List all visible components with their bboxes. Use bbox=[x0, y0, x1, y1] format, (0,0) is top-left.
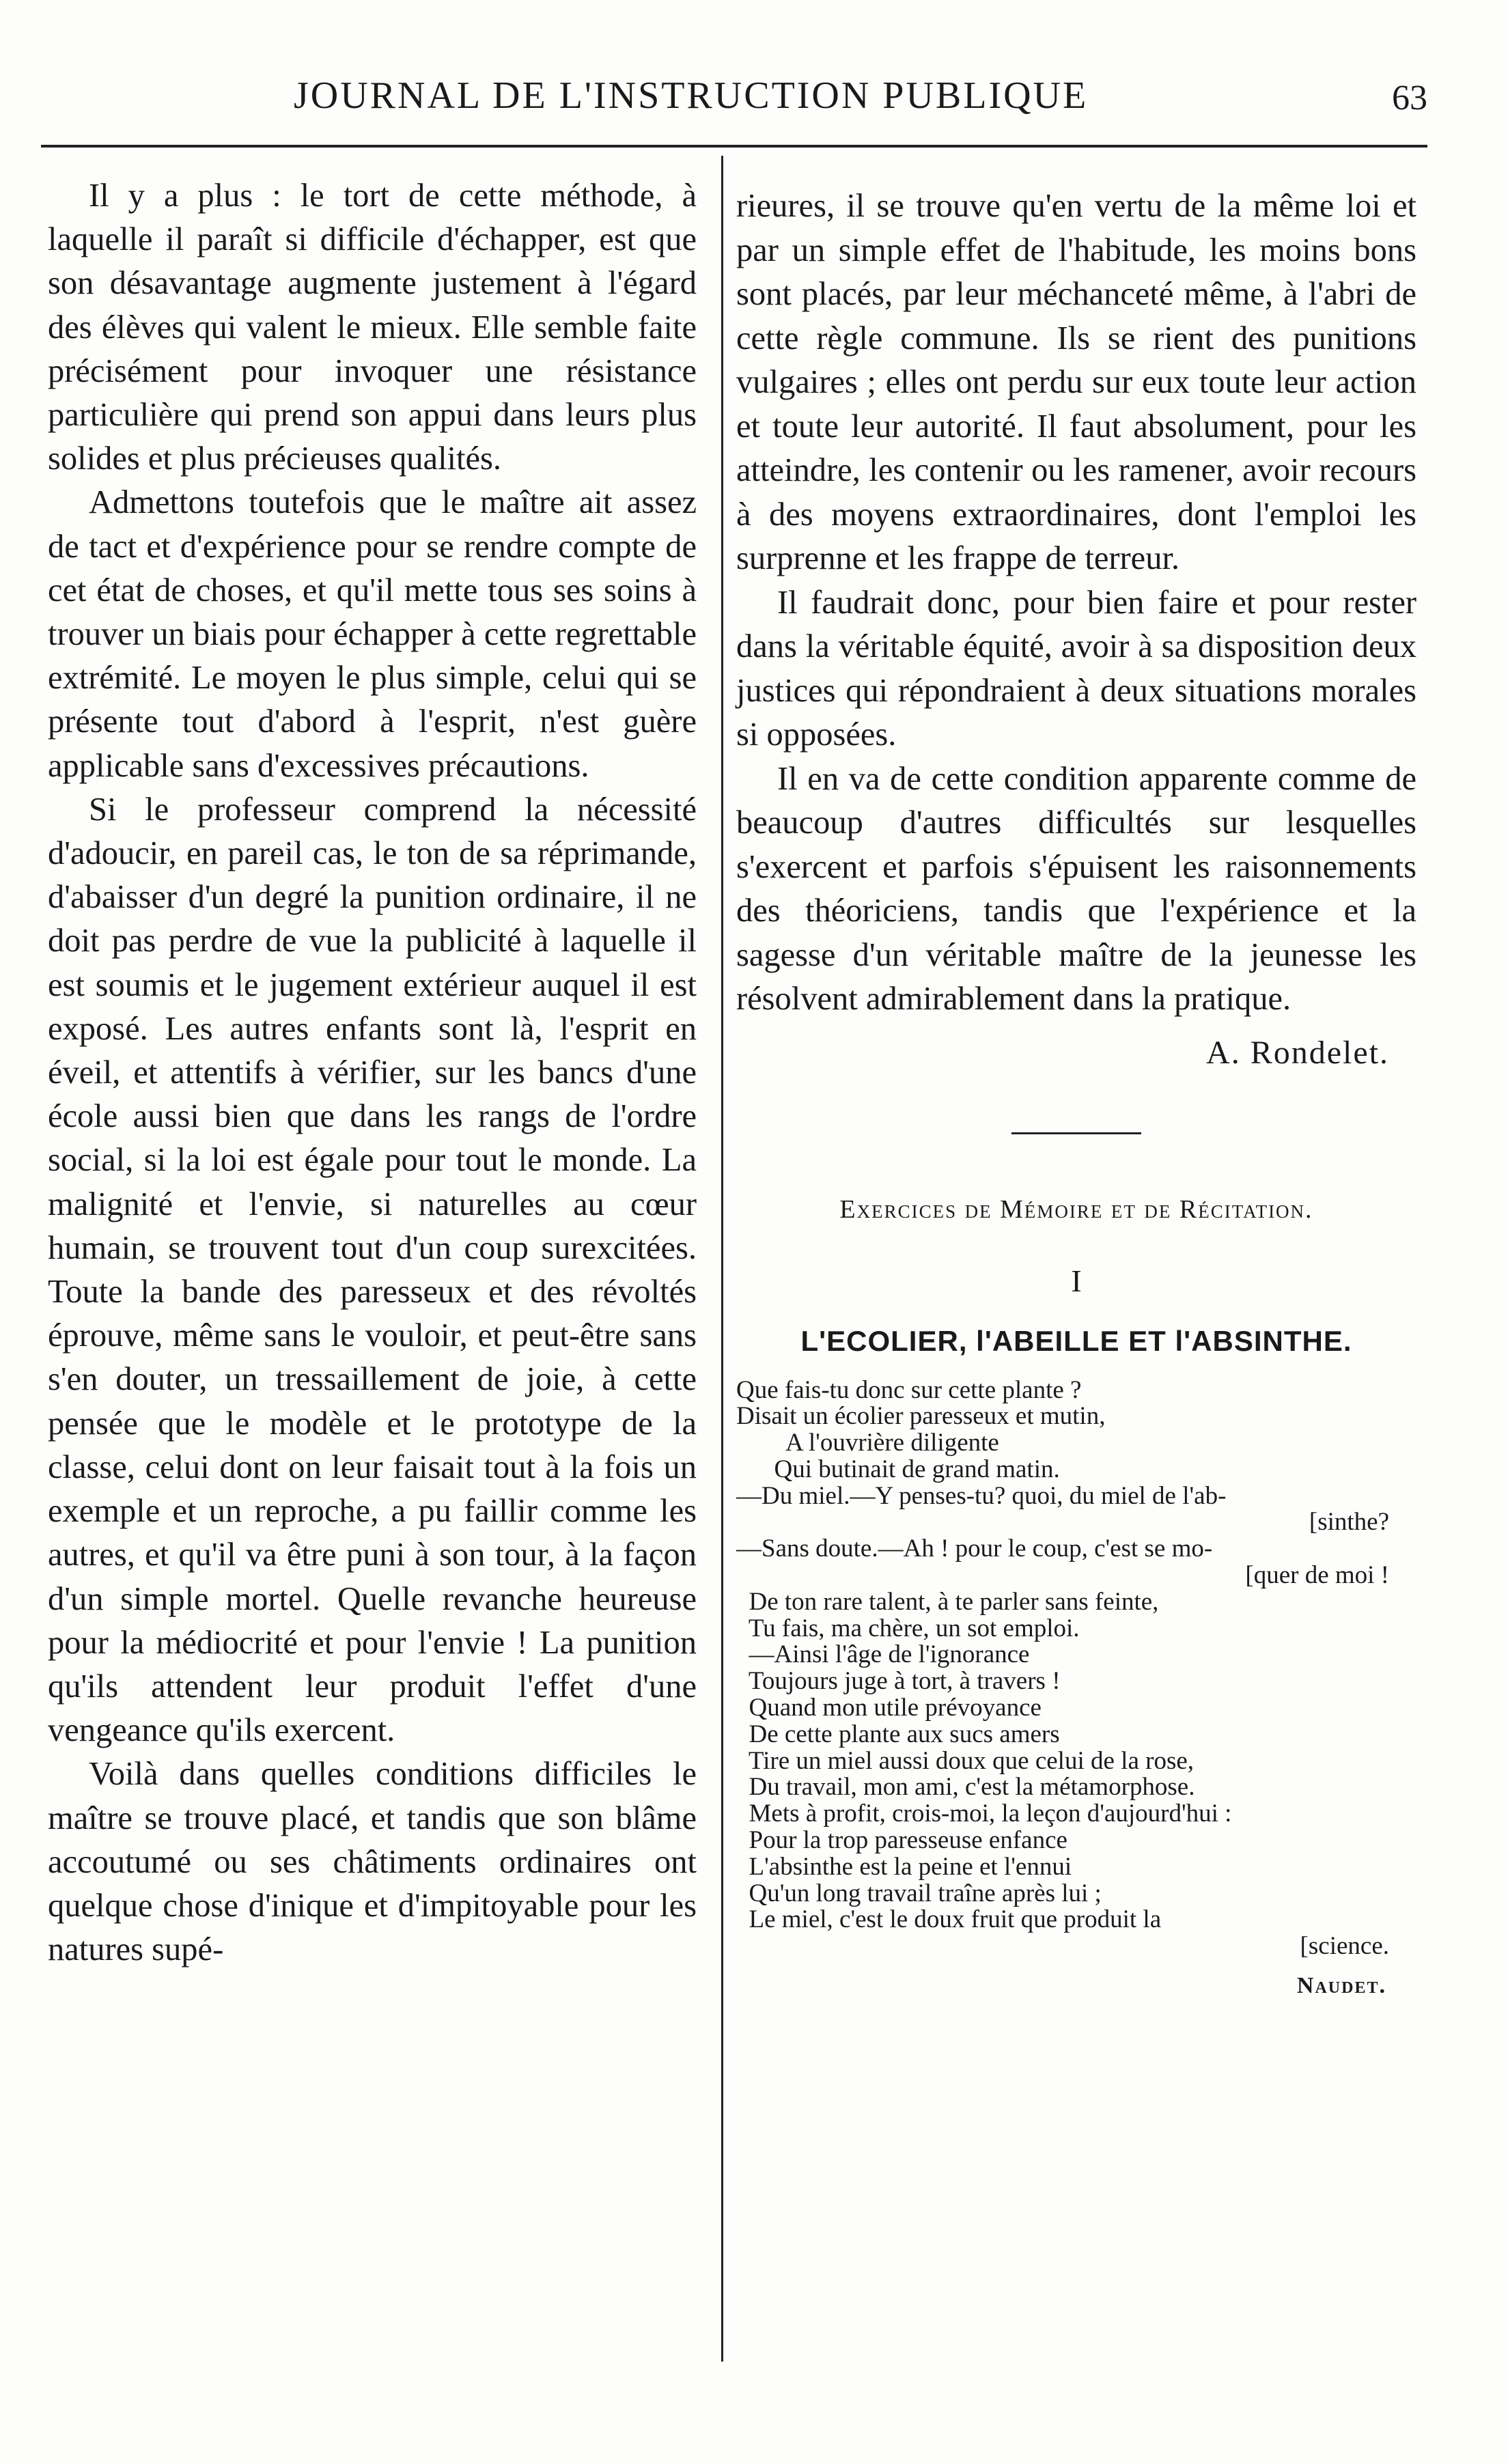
page-header bbox=[41, 68, 1427, 130]
poem-title: L'ECOLIER, l'ABEILLE ET l'ABSINTHE. bbox=[800, 1325, 1352, 1357]
poem-line: Qu'un long travail traîne après lui ; bbox=[736, 1879, 1102, 1907]
paragraph: Admettons toutefois que le maître ait assez de tact et d'expérience pour se rendre compte de cet état de choses, et qu'il mette tous ses soins à trouver un biais pour échapper à cette regrettable extrémité. Le moyen le plus simple, celui qui se présente tout d'abord à l'esprit, n'est guère applicable sans d'excessives précautions. bbox=[48, 484, 697, 784]
section-divider bbox=[1011, 1132, 1141, 1134]
poem-line: —Ainsi l'âge de l'ignorance bbox=[736, 1640, 1030, 1669]
poem-line-continuation: [sinthe? bbox=[1309, 1508, 1389, 1537]
poem-line-continuation: [quer de moi ! bbox=[1245, 1561, 1389, 1590]
poem-line-continuation: [science. bbox=[1300, 1932, 1389, 1961]
paragraph: Si le professeur comprend la nécessité d'adoucir, en pareil cas, le ton de sa réprimande, d'abaisser d'un degré la punition ordinaire, il ne doit pas perdre de vue la publicité à laquelle il est soumis et le jugement extérieur auquel il est exposé. Les autres enfants sont là, l'esprit en éveil, et attentifs à vérifier, sur les bancs d'une école aussi bien que dans les rangs de l'ordre social, si la loi est égale pour tout le monde. La malignité et l'envie, si naturelles au cœur humain, se trouvent tout d'un coup surexcitées. Toute la bande des paresseux et des révoltés éprouve, même sans le vouloir, et peut-être sans s'en douter, un tressaillement de joie, à cette pensée que le modèle et le prototype de la classe, celui dont on leur faisait tout à la fois un exemple et un reproche, a pu faillir comme les autres, et qu'il va être puni à son tour, à la façon d'un simple mortel. Quelle revanche heureuse pour la médiocrité et pour l'envie ! La punition qu'ils attendent leur produit l'effet d'une vengeance qu'ils exercent. bbox=[48, 791, 697, 1749]
poem-line: —Sans doute.—Ah ! pour le coup, c'est se mo- bbox=[736, 1535, 1213, 1563]
poem-line: Tu fais, ma chère, un sot emploi. bbox=[736, 1614, 1080, 1642]
poem-number: I bbox=[1071, 1263, 1082, 1298]
paragraph: Il y a plus : le tort de cette méthode, à laquelle il paraît si difficile d'échapper, est que son désavantage augmente justement à l'égard des élèves qui valent le mieux. Elle semble faite précisément pour invoquer une résistance particulière qui prend son appui dans leurs plus solides et plus précieuses qualités. bbox=[48, 178, 697, 477]
poem-line: Qui butinait de grand matin. bbox=[736, 1455, 1060, 1483]
left-column bbox=[48, 174, 697, 1972]
paragraph: Voilà dans quelles conditions difficiles le maître se trouve placé, et tandis que son blâme accoutumé ou ses châtiments ordinaires ont quelque chose d'inique et d'impitoyable pour les natures supé- bbox=[48, 1756, 697, 1968]
poem-line: Du travail, mon ami, c'est la métamorphose. bbox=[736, 1773, 1195, 1802]
poem-line: Disait un écolier paresseux et mutin, bbox=[736, 1402, 1106, 1431]
poem-line: L'absinthe est la peine et l'ennui bbox=[736, 1852, 1072, 1881]
poem-line: A l'ouvrière diligente bbox=[736, 1429, 999, 1457]
poem-author: Naudet. bbox=[1296, 1973, 1386, 1999]
journal-title: JOURNAL DE L'INSTRUCTION PUBLIQUE bbox=[294, 74, 1089, 117]
article-signature: A. Rondelet. bbox=[1206, 1034, 1389, 1071]
paragraph: rieures, il se trouve qu'en vertu de la même loi et par un simple effet de l'habitude, les moins bons sont placés, par leur méchanceté même, à l'abri de cette règle commune. Ils se rient des punitions vulgaires ; elles ont perdu sur eux toute leur action et toute leur autorité. Il faut absolument, pour les atteindre, les contenir ou les ramener, avoir recours à des moyens extraordinaires, dont l'emploi les surprenne et les frappe de terreur. bbox=[736, 188, 1416, 576]
paragraph: Il faudrait donc, pour bien faire et pour rester dans la véritable équité, avoir à sa disposition deux justices qui répondraient à deux situations morales si opposées. bbox=[736, 584, 1416, 753]
poem-line: Que fais-tu donc sur cette plante ? bbox=[736, 1375, 1082, 1404]
poem-line: Pour la trop paresseuse enfance bbox=[736, 1826, 1067, 1855]
poem-line: De cette plante aux sucs amers bbox=[736, 1720, 1060, 1748]
poem-line: Toujours juge à tort, à travers ! bbox=[736, 1667, 1061, 1696]
poem-line: —Du miel.—Y penses-tu? quoi, du miel de l'ab- bbox=[736, 1481, 1227, 1510]
header-rule bbox=[41, 145, 1427, 148]
poem-line: Tire un miel aussi doux que celui de la rose, bbox=[736, 1746, 1195, 1775]
poem bbox=[736, 1377, 1416, 1961]
poem-line: De ton rare talent, à te parler sans feinte, bbox=[736, 1587, 1159, 1616]
right-column bbox=[736, 184, 1416, 2008]
poem-line: Mets à profit, crois-moi, la leçon d'aujourd'hui : bbox=[736, 1800, 1232, 1828]
paragraph: Il en va de cette condition apparente comme de beaucoup d'autres difficultés sur lesquelles s'exercent et parfois s'épuisent les raisonnements des théoriciens, tandis que l'expérience et la sagesse d'un véritable maître de la jeunesse les résolvent admirablement dans la pratique. bbox=[736, 760, 1416, 1017]
poem-line: Le miel, c'est le doux fruit que produit la bbox=[736, 1905, 1162, 1934]
poem-line: Quand mon utile prévoyance bbox=[736, 1694, 1042, 1722]
column-divider bbox=[721, 156, 723, 2362]
section-heading: Exercices de Mémoire et de Récitation. bbox=[839, 1195, 1313, 1224]
page-number: 63 bbox=[1392, 79, 1427, 117]
